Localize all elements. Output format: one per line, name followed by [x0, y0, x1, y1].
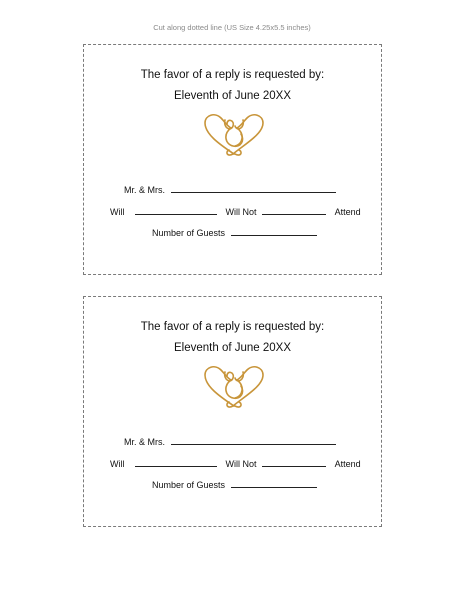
- will-not-label: Will Not: [225, 207, 257, 217]
- will-label: Will: [110, 459, 125, 469]
- reply-card-2: [83, 296, 382, 527]
- names-label: Mr. & Mrs.: [124, 185, 165, 195]
- attend-label: Attend: [334, 207, 361, 217]
- guests-label: Number of Guests: [152, 480, 226, 490]
- reply-date: Eleventh of June 20XX: [174, 90, 291, 102]
- intertwined-hearts-icon: [197, 362, 271, 412]
- will-label: Will: [110, 207, 125, 217]
- names-label: Mr. & Mrs.: [124, 437, 165, 447]
- names-row: [124, 435, 339, 447]
- will-blank[interactable]: [135, 457, 217, 467]
- reply-date: Eleventh of June 20XX: [174, 342, 291, 354]
- will-not-blank[interactable]: [262, 457, 326, 467]
- will-blank[interactable]: [135, 205, 217, 215]
- reply-card-1: [83, 44, 382, 275]
- guests-blank[interactable]: [231, 478, 317, 488]
- will-not-label: Will Not: [225, 459, 257, 469]
- guests-blank[interactable]: [231, 226, 317, 236]
- names-blank[interactable]: [171, 183, 336, 193]
- reply-heading: The favor of a reply is requested by:: [140, 321, 325, 333]
- attendance-row: [110, 457, 361, 469]
- names-blank[interactable]: [171, 435, 336, 445]
- guests-label: Number of Guests: [152, 228, 226, 238]
- will-not-blank[interactable]: [262, 205, 326, 215]
- attend-label: Attend: [334, 459, 361, 469]
- guests-row: [152, 226, 320, 238]
- cut-line-caption: Cut along dotted line (US Size 4.25x5.5 inches): [153, 23, 311, 32]
- attendance-row: [110, 205, 361, 217]
- names-row: [124, 183, 339, 195]
- intertwined-hearts-icon: [197, 110, 271, 160]
- reply-heading: The favor of a reply is requested by:: [140, 69, 325, 81]
- guests-row: [152, 478, 320, 490]
